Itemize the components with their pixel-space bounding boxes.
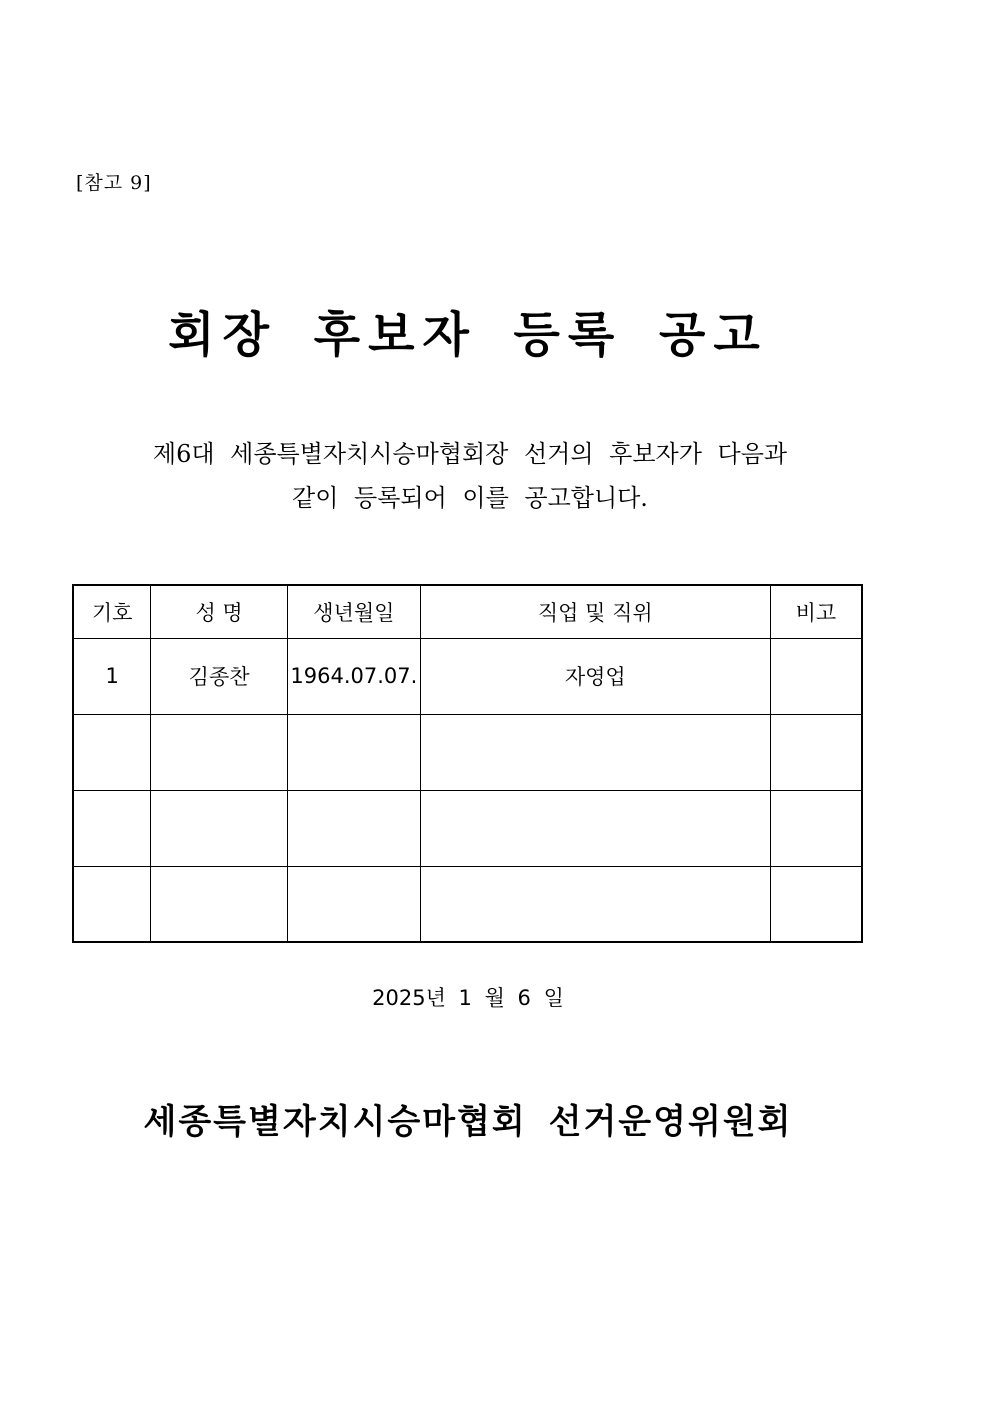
header-occupation: 직업 및 직위 bbox=[420, 585, 770, 638]
document-title: 회장 후보자 등록 공고 bbox=[168, 307, 768, 363]
header-birthdate: 생년월일 bbox=[287, 585, 420, 638]
candidate-table bbox=[72, 584, 863, 943]
cell-remarks bbox=[770, 638, 862, 714]
intro-line-1: 제6대 세종특별자치시승마협회장 선거의 후보자가 다음과 bbox=[152, 440, 788, 468]
intro-line-2: 같이 등록되어 이를 공고합니다. bbox=[292, 484, 648, 512]
header-remarks: 비고 bbox=[770, 585, 862, 638]
cell-remarks bbox=[770, 866, 862, 942]
cell-occupation: 자영업 bbox=[420, 638, 770, 714]
cell-birthdate bbox=[287, 866, 420, 942]
cell-name bbox=[151, 714, 288, 790]
table-row bbox=[73, 638, 862, 714]
cell-occupation bbox=[420, 790, 770, 866]
header-number: 기호 bbox=[73, 585, 151, 638]
reference-label: [참고 9] bbox=[76, 172, 152, 194]
table-header-row bbox=[73, 585, 862, 638]
cell-birthdate bbox=[287, 790, 420, 866]
cell-number bbox=[73, 790, 151, 866]
intro-paragraph bbox=[60, 432, 880, 520]
table-row bbox=[73, 714, 862, 790]
cell-name: 김종찬 bbox=[151, 638, 288, 714]
cell-occupation bbox=[420, 714, 770, 790]
cell-remarks bbox=[770, 714, 862, 790]
cell-name bbox=[151, 866, 288, 942]
cell-name bbox=[151, 790, 288, 866]
cell-remarks bbox=[770, 790, 862, 866]
announcement-date: 2025년 1 월 6 일 bbox=[372, 986, 564, 1010]
cell-birthdate bbox=[287, 714, 420, 790]
table-row bbox=[73, 866, 862, 942]
table-row bbox=[73, 790, 862, 866]
issuer-name: 세종특별자치시승마협회 선거운영위원회 bbox=[143, 1102, 793, 1142]
cell-number bbox=[73, 714, 151, 790]
header-name: 성 명 bbox=[151, 585, 288, 638]
cell-birthdate: 1964.07.07. bbox=[287, 638, 420, 714]
cell-number: 1 bbox=[73, 638, 151, 714]
cell-number bbox=[73, 866, 151, 942]
cell-occupation bbox=[420, 866, 770, 942]
